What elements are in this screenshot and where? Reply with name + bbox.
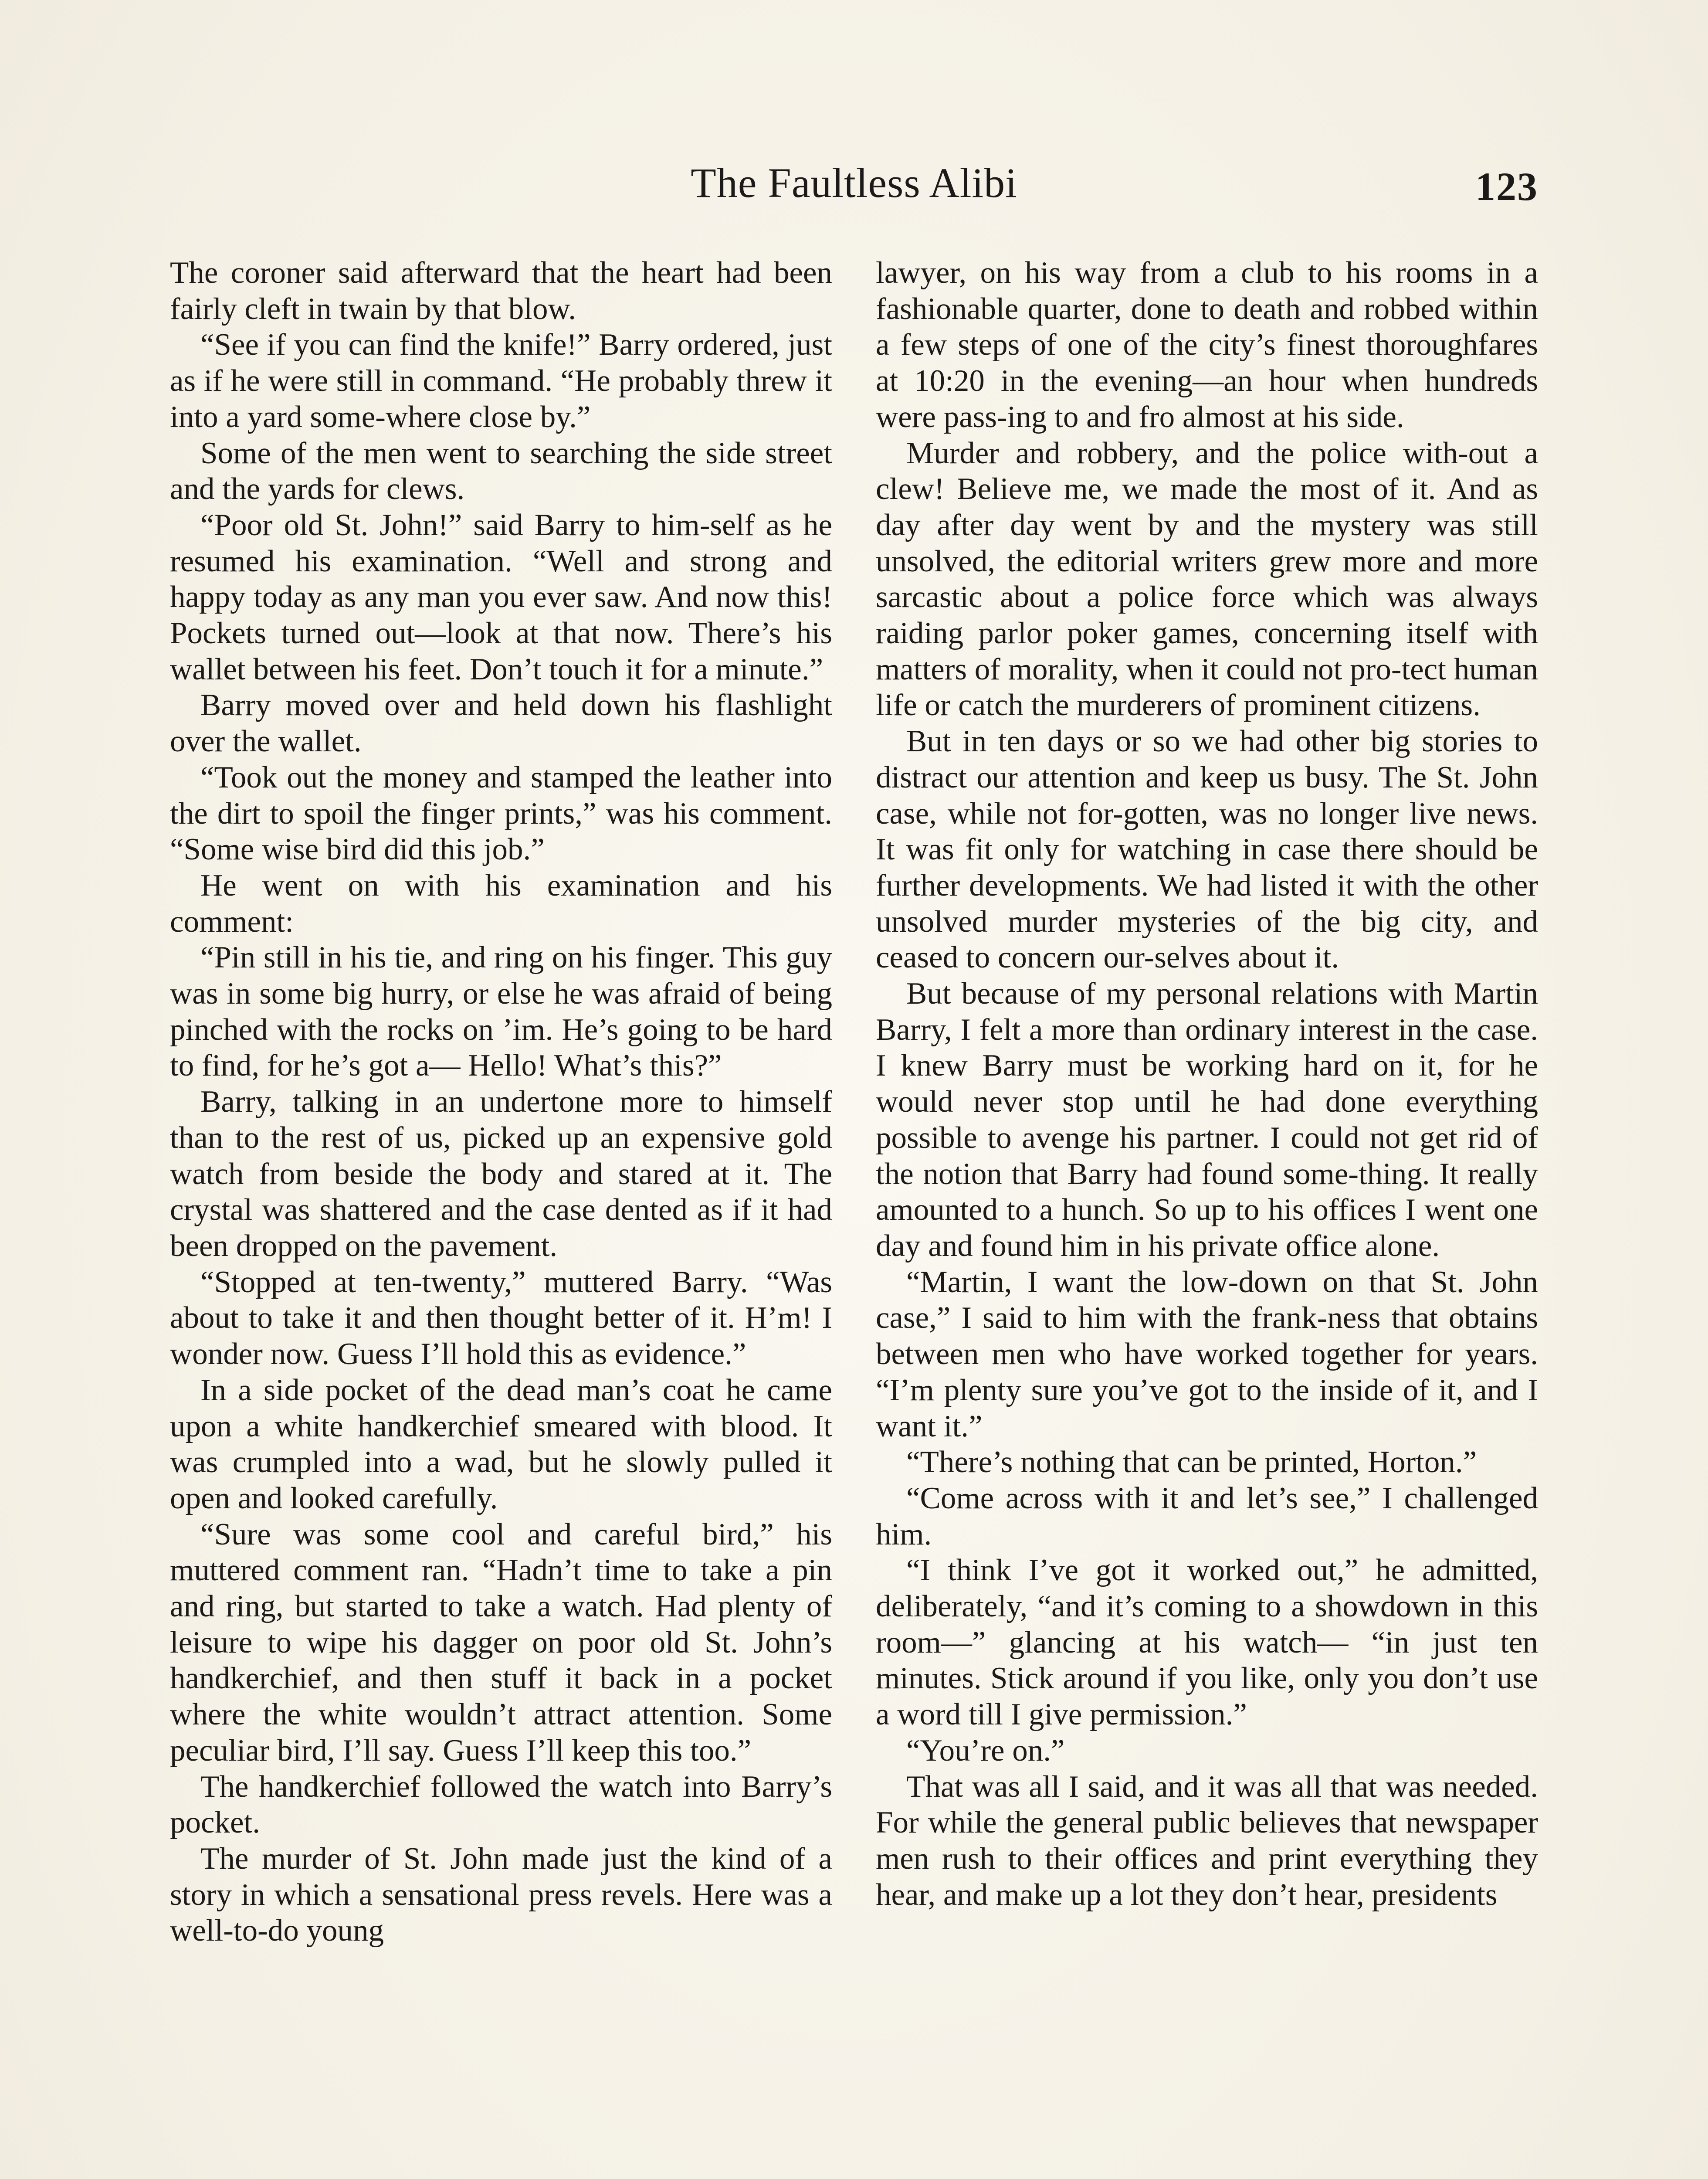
- left-column: [170, 255, 832, 2179]
- paragraph: The coroner said afterward that the heart had been fairly cleft in twain by that blow.: [170, 256, 832, 326]
- paragraph: lawyer, on his way from a club to his rooms in a fashionable quarter, done to death and robbed within a few steps of one of the city’s finest thoroughfares at 10:20 in the evening—an hour when hundreds were pass-ing to and fro almost at his side.: [876, 256, 1538, 434]
- paragraph: In a side pocket of the dead man’s coat he came upon a white handkerchief smeared with blood. It was crumpled into a wad, but he slowly pulled it open and looked carefully.: [170, 1373, 832, 1515]
- paragraph: “Come across with it and let’s see,” I challenged him.: [876, 1481, 1538, 1551]
- page-number: 123: [1475, 164, 1538, 209]
- paragraph: “You’re on.”: [906, 1733, 1065, 1768]
- paragraph: “Took out the money and stamped the leather into the dirt to spoil the finger prints,” was his comment. “Some wise bird did this job.”: [170, 760, 832, 867]
- paragraph: “Pin still in his tie, and ring on his finger. This guy was in some big hurry, or else he was afraid of being pinched with the rocks on ’im. He’s going to be hard to find, for he’s got a— Hello! What’s this?”: [170, 940, 832, 1083]
- running-header: [170, 157, 1538, 222]
- paragraph: Murder and robbery, and the police with-out a clew! Believe me, we made the most of it. And as day after day went by and the mystery was still unsolved, the editorial writers grew more and more sarcastic about a police force which was always raiding parlor poker games, concerning itself with matters of morality, when it could not pro-tect human life or catch the murderers of prominent citizens.: [876, 436, 1538, 723]
- paragraph: The murder of St. John made just the kind of a story in which a sensational press revels. Here was a well-to-do young: [170, 1841, 832, 1948]
- paragraph: That was all I said, and it was all that was needed. For while the general public believes that newspaper men rush to their offices and print everything they hear, and make up a lot they don’t hear, presidents: [876, 1769, 1538, 1912]
- paragraph: But because of my personal relations with Martin Barry, I felt a more than ordinary interest in the case. I knew Barry must be working hard on it, for he would never stop until he had done everything possible to avenge his partner. I could not get rid of the notion that Barry had found some-thing. It really amounted to a hunch. So up to his offices I went one day and found him in his private office alone.: [876, 977, 1538, 1263]
- paragraph: “Sure was some cool and careful bird,” his muttered comment ran. “Hadn’t time to take a pin and ring, but started to take a watch. Had plenty of leisure to wipe his dagger on poor old St. John’s handkerchief, and then stuff it back in a pocket where the white wouldn’t attract attention. Some peculiar bird, I’ll say. Guess I’ll keep this too.”: [170, 1517, 832, 1768]
- paragraph: “I think I’ve got it worked out,” he admitted, deliberately, “and it’s coming to a showdown in this room—” glancing at his watch— “in just ten minutes. Stick around if you like, only you don’t use a word till I give permission.”: [876, 1553, 1538, 1732]
- paragraph: He went on with his examination and his comment:: [170, 868, 832, 939]
- paragraph: “See if you can find the knife!” Barry ordered, just as if he were still in command. “He probably threw it into a yard some-where close by.”: [170, 328, 832, 434]
- paragraph: The handkerchief followed the watch into Barry’s pocket.: [170, 1769, 832, 1840]
- story-title: The Faultless Alibi: [691, 160, 1017, 206]
- paragraph: Barry moved over and held down his flashlight over the wallet.: [170, 688, 832, 759]
- paragraph: “Stopped at ten-twenty,” muttered Barry. “Was about to take it and then thought better of it. H’m! I wonder now. Guess I’ll hold this as evidence.”: [170, 1265, 832, 1371]
- paragraph: “Martin, I want the low-down on that St. John case,” I said to him with the frank-ness that obtains between men who have worked together for years. “I’m plenty sure you’ve got to the inside of it, and I want it.”: [876, 1265, 1538, 1443]
- paragraph: But in ten days or so we had other big stories to distract our attention and keep us busy. The St. John case, while not for-gotten, was no longer live news. It was fit only for watching in case there should be further developments. We had listed it with the other unsolved murder mysteries of the big city, and ceased to concern our-selves about it.: [876, 724, 1538, 975]
- text-columns: [170, 255, 1538, 2179]
- paragraph: “There’s nothing that can be printed, Horton.”: [906, 1445, 1477, 1480]
- paragraph: Barry, talking in an undertone more to himself than to the rest of us, picked up an expensive gold watch from beside the body and stared at it. The crystal was shattered and the case dented as if it had been dropped on the pavement.: [170, 1085, 832, 1263]
- paragraph: Some of the men went to searching the side street and the yards for clews.: [170, 436, 832, 506]
- right-column: [876, 255, 1538, 2179]
- paragraph: “Poor old St. John!” said Barry to him-self as he resumed his examination. “Well and strong and happy today as any man you ever saw. And now this! Pockets turned out—look at that now. There’s his wallet between his feet. Don’t touch it for a minute.”: [170, 508, 832, 686]
